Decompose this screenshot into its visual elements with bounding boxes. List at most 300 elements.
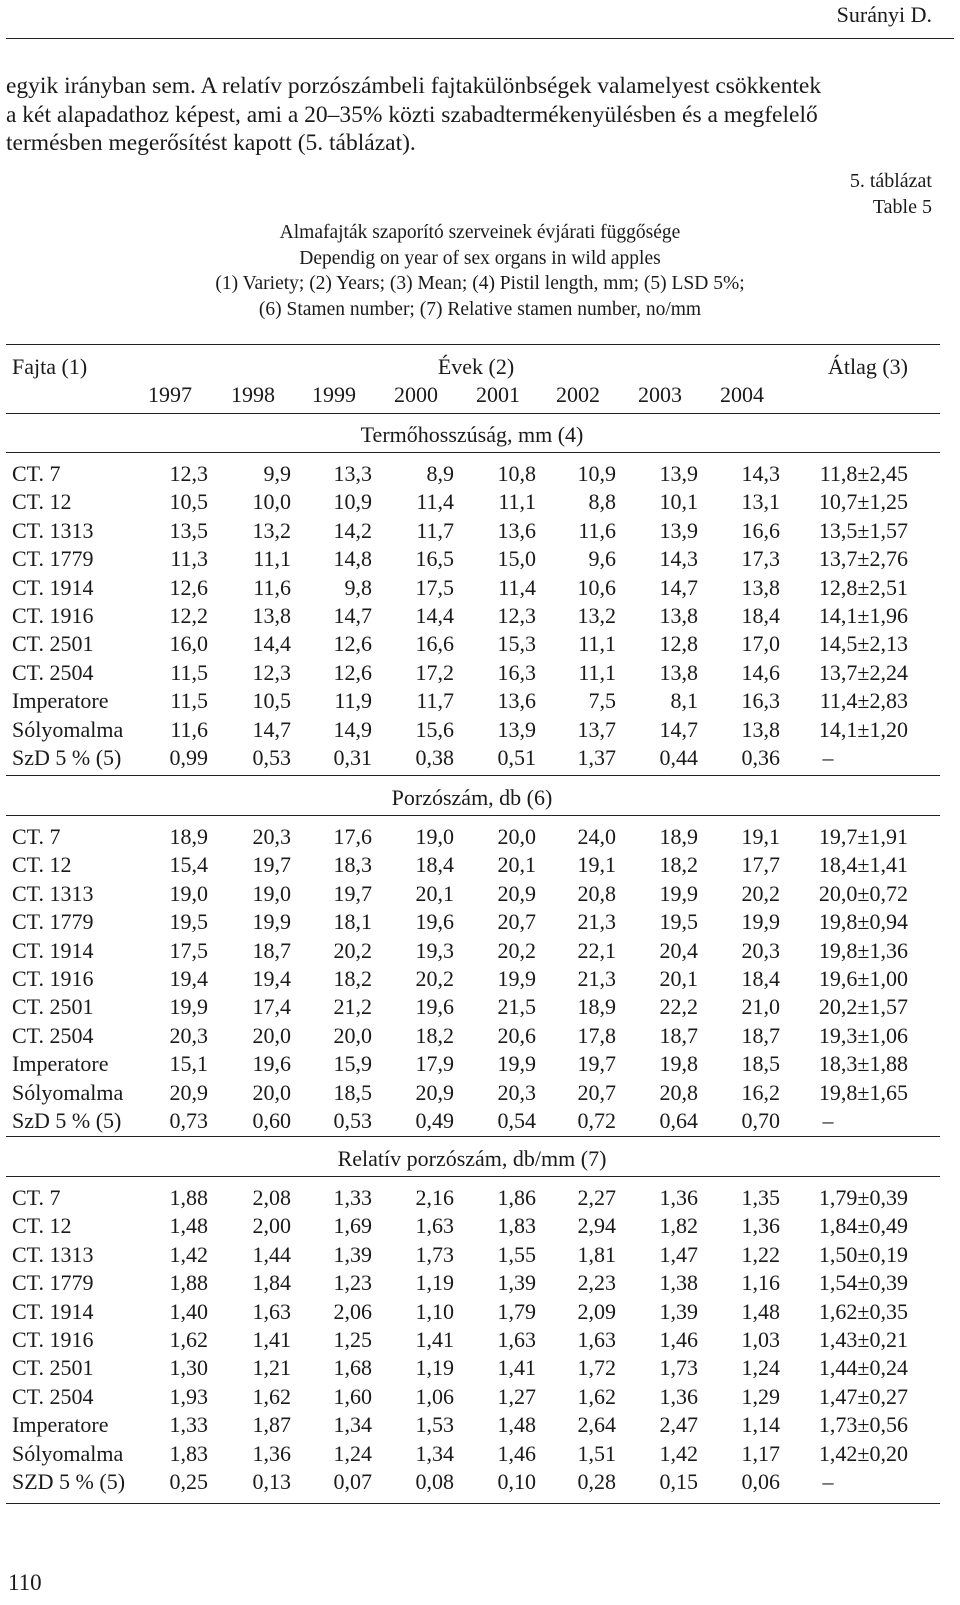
row-value-1997: 13,5 xyxy=(169,517,208,543)
table-rule xyxy=(6,1136,940,1137)
row-value-2000: 16,5 xyxy=(415,546,454,572)
row-value-2002: 1,37 xyxy=(577,745,616,770)
row-value-1998: 1,62 xyxy=(252,1383,291,1409)
row-value-2003: 20,8 xyxy=(659,1079,698,1105)
table-rule xyxy=(6,344,940,345)
row-value-1998: 9,9 xyxy=(263,461,291,486)
row-value-2004: 14,6 xyxy=(741,659,780,685)
row-variety-name: CT. 2501 xyxy=(12,994,94,1020)
row-value-2003: 18,7 xyxy=(659,1022,698,1048)
row-value-1998: 19,9 xyxy=(252,909,291,935)
header-rule xyxy=(6,38,954,39)
row-value-2002: 17,8 xyxy=(577,1022,616,1048)
row-value-1997: 0,99 xyxy=(169,745,208,770)
row-value-1997: 19,0 xyxy=(169,880,208,906)
row-value-1997: 0,25 xyxy=(169,1469,208,1494)
row-mean: 19,8±1,36 xyxy=(818,937,908,963)
row-value-2003: 19,5 xyxy=(659,909,698,935)
row-value-2004: 20,2 xyxy=(741,880,780,906)
row-value-2003: 1,38 xyxy=(659,1270,698,1296)
row-value-1997: 1,93 xyxy=(169,1383,208,1409)
row-mean: 1,73±0,56 xyxy=(818,1412,908,1438)
row-value-2001: 1,63 xyxy=(497,1327,536,1352)
row-value-2003: 1,46 xyxy=(659,1327,698,1352)
row-value-2004: 17,3 xyxy=(741,546,780,572)
row-variety-name: CT. 1313 xyxy=(12,880,94,906)
row-value-2002: 1,81 xyxy=(577,1241,616,1267)
row-value-1998: 1,63 xyxy=(252,1298,291,1324)
caption-line: Dependig on year of sex organs in wild apples xyxy=(299,247,661,269)
row-value-1997: 20,3 xyxy=(169,1022,208,1048)
row-value-2002: 18,9 xyxy=(577,994,616,1020)
row-value-2003: 18,2 xyxy=(659,852,698,878)
table-label-hu: 5. táblázat xyxy=(849,170,932,192)
row-value-1997: 18,9 xyxy=(169,824,208,849)
row-value-1998: 11,1 xyxy=(253,546,291,572)
row-value-1997: 19,5 xyxy=(169,909,208,935)
row-value-1999: 14,7 xyxy=(333,603,372,628)
row-value-2002: 1,72 xyxy=(577,1355,616,1381)
row-value-2001: 0,54 xyxy=(497,1108,536,1133)
row-value-1999: 11,9 xyxy=(334,688,372,714)
row-variety-name: CT. 7 xyxy=(12,461,61,486)
row-value-2000: 20,2 xyxy=(415,966,454,991)
row-variety-name: CT. 12 xyxy=(12,852,72,878)
row-mean: – xyxy=(822,745,834,770)
row-value-2001: 21,5 xyxy=(497,994,536,1020)
row-value-2004: 1,16 xyxy=(741,1270,780,1296)
row-value-2001: 0,51 xyxy=(497,745,536,770)
row-value-2003: 22,2 xyxy=(659,994,698,1020)
year-column-header: 1998 xyxy=(231,382,275,407)
row-variety-name: Sólyomalma xyxy=(12,1079,124,1105)
year-column-header: 2000 xyxy=(394,382,438,407)
row-value-2001: 19,9 xyxy=(497,966,536,991)
row-value-1997: 11,5 xyxy=(170,659,208,685)
row-value-2000: 2,16 xyxy=(415,1185,454,1210)
row-value-1999: 20,2 xyxy=(333,937,372,963)
row-value-1999: 12,6 xyxy=(333,659,372,685)
row-value-1999: 18,3 xyxy=(333,852,372,878)
row-value-1998: 20,0 xyxy=(252,1022,291,1048)
row-value-2004: 1,48 xyxy=(741,1298,780,1324)
row-value-1997: 12,3 xyxy=(169,461,208,486)
row-variety-name: Imperatore xyxy=(12,688,109,714)
row-value-2002: 0,72 xyxy=(577,1108,616,1133)
row-value-1999: 21,2 xyxy=(333,994,372,1020)
row-value-1997: 11,5 xyxy=(170,688,208,714)
row-value-2003: 20,4 xyxy=(659,937,698,963)
row-mean: – xyxy=(822,1108,834,1133)
row-value-2001: 20,2 xyxy=(497,937,536,963)
year-column-header: 1999 xyxy=(312,382,356,407)
row-value-2000: 11,7 xyxy=(416,517,454,543)
row-value-2004: 1,24 xyxy=(741,1355,780,1381)
row-value-2000: 17,9 xyxy=(415,1051,454,1077)
row-value-1997: 16,0 xyxy=(169,631,208,657)
row-value-1997: 1,30 xyxy=(169,1355,208,1381)
row-mean: 19,6±1,00 xyxy=(818,966,908,991)
row-value-2000: 0,38 xyxy=(415,745,454,770)
row-value-2002: 0,28 xyxy=(577,1469,616,1494)
row-value-2001: 1,27 xyxy=(497,1383,536,1409)
row-value-1997: 15,1 xyxy=(169,1051,208,1077)
row-value-1999: 18,1 xyxy=(333,909,372,935)
row-mean: 13,7±2,76 xyxy=(818,546,908,572)
year-column-header: 2001 xyxy=(476,382,520,407)
row-value-2004: 16,3 xyxy=(741,688,780,714)
header-mean: Átlag (3) xyxy=(827,354,908,379)
row-variety-name: CT. 12 xyxy=(12,489,72,515)
row-value-2003: 0,15 xyxy=(659,1469,698,1494)
row-value-2002: 21,3 xyxy=(577,909,616,935)
row-value-2004: 1,17 xyxy=(741,1440,780,1466)
row-value-1998: 19,7 xyxy=(252,852,291,878)
row-value-1998: 2,08 xyxy=(252,1185,291,1210)
row-value-1999: 0,53 xyxy=(333,1108,372,1133)
row-value-2003: 20,1 xyxy=(659,966,698,991)
row-mean: – xyxy=(822,1469,834,1494)
table-label-en: Table 5 xyxy=(872,196,932,218)
row-value-2000: 1,34 xyxy=(415,1440,454,1466)
table-rule xyxy=(6,775,940,776)
row-variety-name: SZD 5 % (5) xyxy=(12,1469,126,1494)
row-value-2002: 9,6 xyxy=(588,546,616,572)
row-value-2002: 19,1 xyxy=(577,852,616,878)
row-value-2000: 14,4 xyxy=(415,603,454,628)
row-value-1999: 1,23 xyxy=(333,1270,372,1296)
row-value-1998: 19,6 xyxy=(252,1051,291,1077)
row-mean: 20,2±1,57 xyxy=(818,994,908,1020)
row-value-1997: 12,6 xyxy=(169,574,208,600)
row-value-1998: 2,00 xyxy=(252,1213,291,1239)
row-value-2003: 18,9 xyxy=(659,824,698,849)
row-value-1998: 0,53 xyxy=(252,745,291,770)
row-value-1999: 12,6 xyxy=(333,631,372,657)
row-variety-name: CT. 1916 xyxy=(12,603,94,628)
row-variety-name: SzD 5 % (5) xyxy=(12,1108,122,1133)
row-value-2003: 1,36 xyxy=(659,1185,698,1210)
row-value-1998: 10,0 xyxy=(252,489,291,515)
row-variety-name: CT. 1779 xyxy=(12,546,94,572)
row-value-2002: 19,7 xyxy=(577,1051,616,1077)
row-value-2003: 19,8 xyxy=(659,1051,698,1077)
row-value-2000: 1,06 xyxy=(415,1383,454,1409)
row-value-2004: 0,06 xyxy=(741,1469,780,1494)
row-value-2004: 13,8 xyxy=(741,716,780,742)
page-number: 110 xyxy=(8,1570,42,1595)
row-value-1997: 19,4 xyxy=(169,966,208,991)
row-value-2002: 24,0 xyxy=(577,824,616,849)
row-variety-name: CT. 1914 xyxy=(12,574,94,600)
row-value-1997: 20,9 xyxy=(169,1079,208,1105)
row-value-2003: 1,82 xyxy=(659,1213,698,1239)
row-value-2004: 1,14 xyxy=(741,1412,780,1438)
row-value-2001: 16,3 xyxy=(497,659,536,685)
row-value-2003: 13,9 xyxy=(659,517,698,543)
row-value-1998: 19,4 xyxy=(252,966,291,991)
row-value-1998: 20,3 xyxy=(252,824,291,849)
row-value-1997: 17,5 xyxy=(169,937,208,963)
row-variety-name: SzD 5 % (5) xyxy=(12,745,122,770)
row-value-1998: 1,87 xyxy=(252,1412,291,1438)
row-value-2001: 13,6 xyxy=(497,688,536,714)
row-mean: 1,84±0,49 xyxy=(818,1213,908,1239)
row-value-1997: 11,6 xyxy=(170,716,208,742)
row-value-2003: 13,8 xyxy=(659,659,698,685)
year-column-header: 1997 xyxy=(148,382,192,407)
row-mean: 18,4±1,41 xyxy=(818,852,908,878)
row-value-2004: 1,03 xyxy=(741,1327,780,1352)
year-column-header: 2004 xyxy=(720,382,764,407)
row-value-2001: 20,3 xyxy=(497,1079,536,1105)
row-value-2003: 1,42 xyxy=(659,1440,698,1466)
row-value-2002: 2,23 xyxy=(577,1270,616,1296)
table-rule xyxy=(6,1503,940,1504)
row-value-1999: 19,7 xyxy=(333,880,372,906)
row-mean: 1,47±0,27 xyxy=(818,1383,908,1409)
row-value-2004: 17,0 xyxy=(741,631,780,657)
row-mean: 1,44±0,24 xyxy=(818,1355,908,1381)
row-variety-name: CT. 2504 xyxy=(12,1022,94,1048)
row-value-1997: 15,4 xyxy=(169,852,208,878)
table-rule xyxy=(6,1176,940,1177)
row-mean: 13,7±2,24 xyxy=(818,659,908,685)
row-variety-name: Sólyomalma xyxy=(12,1440,124,1466)
table-rule xyxy=(6,413,940,414)
row-value-1999: 1,33 xyxy=(333,1185,372,1210)
row-value-2001: 20,1 xyxy=(497,852,536,878)
row-mean: 1,79±0,39 xyxy=(818,1185,908,1210)
row-value-1999: 1,39 xyxy=(333,1241,372,1267)
row-value-2003: 13,9 xyxy=(659,461,698,486)
row-value-2004: 18,4 xyxy=(741,966,780,991)
row-value-2004: 0,36 xyxy=(741,745,780,770)
row-variety-name: CT. 2501 xyxy=(12,631,94,657)
row-variety-name: Sólyomalma xyxy=(12,716,124,742)
caption-line: Almafajták szaporító szerveinek évjárati függősége xyxy=(279,222,681,243)
section-title: Relatív porzószám, db/mm (7) xyxy=(337,1146,607,1171)
row-mean: 1,43±0,21 xyxy=(818,1327,908,1352)
row-value-2003: 2,47 xyxy=(659,1412,698,1438)
row-value-2000: 1,19 xyxy=(415,1270,454,1296)
row-value-2000: 15,6 xyxy=(415,716,454,742)
body-paragraph xyxy=(6,72,954,158)
row-mean: 1,42±0,20 xyxy=(818,1440,908,1466)
row-value-2003: 14,3 xyxy=(659,546,698,572)
row-value-2002: 2,09 xyxy=(577,1298,616,1324)
row-value-1998: 1,41 xyxy=(252,1327,291,1352)
row-value-2003: 1,39 xyxy=(659,1298,698,1324)
row-value-2001: 15,0 xyxy=(497,546,536,572)
row-mean: 13,5±1,57 xyxy=(818,517,908,543)
row-value-2000: 1,19 xyxy=(415,1355,454,1381)
row-variety-name: CT. 1313 xyxy=(12,517,94,543)
row-value-1999: 0,07 xyxy=(333,1469,372,1494)
row-value-1998: 1,21 xyxy=(252,1355,291,1381)
row-value-1997: 1,48 xyxy=(169,1213,208,1239)
row-mean: 1,62±0,35 xyxy=(818,1298,908,1324)
section-title: Termőhosszúság, mm (4) xyxy=(360,422,584,447)
row-value-1999: 1,69 xyxy=(333,1213,372,1239)
row-value-2000: 0,08 xyxy=(415,1469,454,1494)
row-value-2003: 1,47 xyxy=(659,1241,698,1267)
row-value-2000: 18,2 xyxy=(415,1022,454,1048)
row-value-2001: 20,7 xyxy=(497,909,536,935)
row-value-1997: 10,5 xyxy=(169,489,208,515)
caption-line: (1) Variety; (2) Years; (3) Mean; (4) Pistil length, mm; (5) LSD 5%; xyxy=(215,273,745,294)
paragraph-line: a két alapadathoz képest, ami a 20–35% közti szabadtermékenyülésben és a megfelelő xyxy=(6,101,818,128)
row-variety-name: CT. 2504 xyxy=(12,1383,94,1409)
paragraph-line: egyik irányban sem. A relatív porzószámbeli fajtakülönbségek valamelyest csökkentek xyxy=(6,73,822,99)
row-value-2003: 0,44 xyxy=(659,745,698,770)
row-value-2004: 13,1 xyxy=(741,489,780,515)
row-variety-name: CT. 1914 xyxy=(12,1298,94,1324)
row-value-2001: 11,4 xyxy=(498,574,536,600)
row-value-2002: 2,27 xyxy=(577,1185,616,1210)
row-value-2004: 13,8 xyxy=(741,574,780,600)
row-value-1999: 18,5 xyxy=(333,1079,372,1105)
row-value-2000: 19,3 xyxy=(415,937,454,963)
row-value-2002: 11,6 xyxy=(578,517,616,543)
row-value-2000: 1,73 xyxy=(415,1241,454,1267)
row-value-1997: 1,40 xyxy=(169,1298,208,1324)
row-mean: 19,7±1,91 xyxy=(818,824,908,849)
row-value-1999: 1,25 xyxy=(333,1327,372,1352)
row-variety-name: CT. 1779 xyxy=(12,909,94,935)
row-value-2000: 1,63 xyxy=(415,1213,454,1239)
row-value-2002: 22,1 xyxy=(577,937,616,963)
row-value-2000: 8,9 xyxy=(426,461,454,486)
row-value-1998: 17,4 xyxy=(252,994,291,1020)
row-value-2002: 20,8 xyxy=(577,880,616,906)
row-value-1999: 14,8 xyxy=(333,546,372,572)
row-value-2003: 14,7 xyxy=(659,574,698,600)
row-value-2000: 19,0 xyxy=(415,824,454,849)
row-value-2001: 1,55 xyxy=(497,1241,536,1267)
row-value-1998: 13,2 xyxy=(252,517,291,543)
row-value-2004: 1,35 xyxy=(741,1185,780,1210)
row-mean: 14,5±2,13 xyxy=(818,631,908,657)
row-value-1998: 11,6 xyxy=(253,574,291,600)
row-value-1997: 11,3 xyxy=(170,546,208,572)
row-value-1998: 1,36 xyxy=(252,1440,291,1466)
row-value-2001: 20,0 xyxy=(497,824,536,849)
row-value-2002: 1,51 xyxy=(577,1440,616,1466)
row-value-2004: 20,3 xyxy=(741,937,780,963)
row-value-2002: 10,9 xyxy=(577,461,616,486)
row-value-2001: 10,8 xyxy=(497,461,536,486)
row-value-2001: 20,9 xyxy=(497,880,536,906)
row-mean: 14,1±1,96 xyxy=(818,603,908,628)
row-mean: 19,3±1,06 xyxy=(818,1022,908,1048)
row-value-2003: 1,73 xyxy=(659,1355,698,1381)
row-mean: 20,0±0,72 xyxy=(818,880,908,906)
row-value-2001: 1,86 xyxy=(497,1185,536,1210)
row-value-2002: 7,5 xyxy=(588,688,616,714)
row-value-2000: 19,6 xyxy=(415,994,454,1020)
row-value-2004: 0,70 xyxy=(741,1108,780,1133)
row-mean: 18,3±1,88 xyxy=(818,1051,908,1077)
row-value-2004: 19,1 xyxy=(741,824,780,849)
row-value-2001: 15,3 xyxy=(497,631,536,657)
row-value-2002: 10,6 xyxy=(577,574,616,600)
row-value-2003: 19,9 xyxy=(659,880,698,906)
row-value-2003: 13,8 xyxy=(659,603,698,628)
row-mean: 1,50±0,19 xyxy=(818,1241,908,1267)
row-value-2004: 1,29 xyxy=(741,1383,780,1409)
row-value-2000: 19,6 xyxy=(415,909,454,935)
table-caption xyxy=(0,220,960,322)
paragraph-line: termésben megerősítést kapott (5. táblázat). xyxy=(6,130,416,156)
row-mean: 12,8±2,51 xyxy=(818,574,908,600)
row-value-2000: 17,2 xyxy=(415,659,454,685)
row-mean: 19,8±1,65 xyxy=(818,1079,908,1105)
header-variety: Fajta (1) xyxy=(12,354,88,379)
row-value-2000: 0,49 xyxy=(415,1108,454,1133)
row-value-1997: 1,62 xyxy=(169,1327,208,1352)
row-variety-name: CT. 1916 xyxy=(12,966,94,991)
row-value-2004: 18,7 xyxy=(741,1022,780,1048)
row-value-2001: 1,48 xyxy=(497,1412,536,1438)
row-value-2001: 13,6 xyxy=(497,517,536,543)
row-value-1998: 14,7 xyxy=(252,716,291,742)
row-value-1999: 10,9 xyxy=(333,489,372,515)
row-value-2002: 1,63 xyxy=(577,1327,616,1352)
row-value-2003: 12,8 xyxy=(659,631,698,657)
table-rule xyxy=(6,452,940,453)
row-variety-name: CT. 2504 xyxy=(12,659,94,685)
row-value-2000: 1,53 xyxy=(415,1412,454,1438)
row-variety-name: CT. 1916 xyxy=(12,1327,94,1352)
row-value-2001: 12,3 xyxy=(497,603,536,628)
year-column-header: 2002 xyxy=(556,382,600,407)
row-value-1999: 0,31 xyxy=(333,745,372,770)
row-value-2004: 16,2 xyxy=(741,1079,780,1105)
row-value-1999: 20,0 xyxy=(333,1022,372,1048)
row-value-1997: 1,88 xyxy=(169,1185,208,1210)
row-value-1998: 19,0 xyxy=(252,880,291,906)
section-title: Porzószám, db (6) xyxy=(391,785,553,810)
row-value-2001: 13,9 xyxy=(497,716,536,742)
row-mean: 10,7±1,25 xyxy=(818,489,908,515)
row-variety-name: CT. 12 xyxy=(12,1213,72,1239)
row-variety-name: CT. 1914 xyxy=(12,937,94,963)
year-column-header: 2003 xyxy=(638,382,682,407)
row-value-2001: 11,1 xyxy=(498,489,536,515)
row-variety-name: Imperatore xyxy=(12,1051,109,1077)
row-value-2002: 13,2 xyxy=(577,603,616,628)
row-value-2003: 8,1 xyxy=(670,688,698,714)
row-value-1998: 1,44 xyxy=(252,1241,291,1267)
row-variety-name: CT. 2501 xyxy=(12,1355,94,1381)
row-value-1997: 0,73 xyxy=(169,1108,208,1133)
row-value-2001: 1,83 xyxy=(497,1213,536,1239)
row-value-1998: 12,3 xyxy=(252,659,291,685)
row-value-2000: 1,10 xyxy=(415,1298,454,1324)
row-value-2000: 17,5 xyxy=(415,574,454,600)
row-mean: 11,8±2,45 xyxy=(819,461,908,486)
row-value-1999: 1,60 xyxy=(333,1383,372,1409)
row-mean: 19,8±0,94 xyxy=(818,909,908,935)
row-value-1998: 14,4 xyxy=(252,631,291,657)
row-value-1998: 1,84 xyxy=(252,1270,291,1296)
row-value-2004: 17,7 xyxy=(741,852,780,878)
row-value-2002: 21,3 xyxy=(577,966,616,991)
row-value-2002: 2,94 xyxy=(577,1213,616,1239)
row-value-2000: 16,6 xyxy=(415,631,454,657)
row-value-2001: 20,6 xyxy=(497,1022,536,1048)
